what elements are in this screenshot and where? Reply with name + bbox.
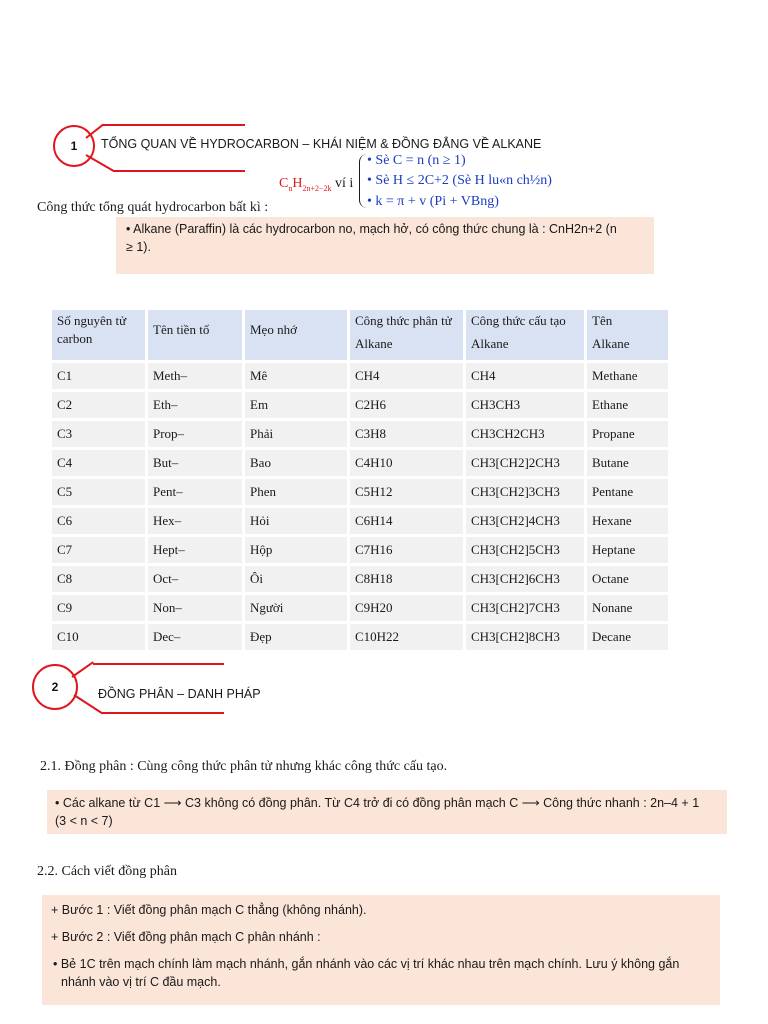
alkane-homolog-table (49, 307, 671, 653)
table-cell: C9H20 (350, 595, 463, 621)
table-cell: Dec– (148, 624, 242, 650)
section-1-lower-decor-line (86, 154, 115, 172)
isomer-step-2: + Bước 2 : Viết đồng phân mạch C phân nhánh : (51, 930, 321, 944)
table-cell: CH3[CH2]6CH3 (466, 566, 584, 592)
table-cell: Em (245, 392, 347, 418)
formula-condition-k: • k = π + v (Pi + VBng) (367, 194, 499, 209)
table-cell: Prop– (148, 421, 242, 447)
table-cell: C3 (52, 421, 145, 447)
header-alkane-name: Tên Alkane (587, 310, 668, 360)
header-molecular-formula: Công thức phân tử Alkane (350, 310, 463, 360)
table-row (52, 421, 668, 447)
table-row (52, 595, 668, 621)
section-2-title: ĐỒNG PHÂN – DANH PHÁP (98, 687, 261, 701)
table-row (52, 363, 668, 389)
table-cell: Ôi (245, 566, 347, 592)
table-cell: C5 (52, 479, 145, 505)
table-cell: C1 (52, 363, 145, 389)
table-cell: Butane (587, 450, 668, 476)
header-carbon-count: Số nguyên tử carbon (52, 310, 145, 360)
table-cell: Hộp (245, 537, 347, 563)
general-formula: $C_nH_{2n+2-2k}$ ví i (279, 176, 354, 193)
isomer-step-2-bullet-line-2: nhánh vào vị trí C đầu mạch. (61, 975, 221, 989)
alkane-definition-line-1: • Alkane (Paraffin) là các hydrocarbon no, mạch hở, có công thức chung là : CnH2n+2 (n (126, 222, 617, 236)
table-cell: Pent– (148, 479, 242, 505)
table-cell: Ethane (587, 392, 668, 418)
isomer-count-line-1: • Các alkane từ C1 ⟶ C3 không có đồng phân. Từ C4 trở đi có đồng phân mạch C ⟶ Công thức nhanh : 2n–4 + 1 (55, 796, 700, 810)
table-cell: C7H16 (350, 537, 463, 563)
table-cell: Người (245, 595, 347, 621)
subsection-2-1-title: 2.1. Đồng phân : Cùng công thức phân tử nhưng khác công thức cấu tạo. (40, 759, 448, 774)
isomer-step-2-bullet-line-1: • Bẻ 1C trên mạch chính làm mạch nhánh, gắn nhánh vào các vị trí khác nhau trên mạch chính. Lưu ý không gắn (53, 957, 680, 971)
table-cell: Hept– (148, 537, 242, 563)
table-cell: CH3[CH2]5CH3 (466, 537, 584, 563)
table-cell: C10 (52, 624, 145, 650)
section-1-number: 1 (70, 139, 78, 153)
formula-condition-hydrogen: • Sè H ≤ 2C+2 (Sè H lu«n ch½n) (367, 173, 552, 188)
table-cell: C10H22 (350, 624, 463, 650)
table-cell: CH3[CH2]2CH3 (466, 450, 584, 476)
table-cell: CH4 (350, 363, 463, 389)
section-2-bottom-rule (101, 712, 224, 714)
table-cell: Octane (587, 566, 668, 592)
table-cell: CH3[CH2]8CH3 (466, 624, 584, 650)
table-body (52, 363, 668, 650)
table-cell: Methane (587, 363, 668, 389)
table-cell: Non– (148, 595, 242, 621)
table-row (52, 479, 668, 505)
section-1-bottom-rule (113, 170, 245, 172)
table-cell: Nonane (587, 595, 668, 621)
header-structural-formula: Công thức cấu tạo Alkane (466, 310, 584, 360)
section-2-upper-decor-line (71, 661, 93, 678)
section-1-title: TỔNG QUAN VỀ HYDROCARBON – KHÁI NIỆM & ĐỒNG ĐẲNG VỀ ALKANE (101, 137, 542, 151)
table-cell: Heptane (587, 537, 668, 563)
section-2-top-rule (93, 663, 224, 665)
table-header-row (52, 310, 668, 360)
table-cell: C4 (52, 450, 145, 476)
alkane-definition-note (116, 217, 654, 274)
table-row (52, 566, 668, 592)
table-cell: C4H10 (350, 450, 463, 476)
table-cell: Pentane (587, 479, 668, 505)
table-row (52, 624, 668, 650)
table-row (52, 450, 668, 476)
table-cell: Meth– (148, 363, 242, 389)
table-cell: CH3[CH2]3CH3 (466, 479, 584, 505)
table-cell: Decane (587, 624, 668, 650)
table-cell: C2 (52, 392, 145, 418)
table-row (52, 508, 668, 534)
section-2-number: 2 (51, 680, 59, 694)
general-formula-label: Công thức tổng quát hydrocarbon bất kì : (37, 200, 269, 215)
table-cell: Mê (245, 363, 347, 389)
table-cell: Bao (245, 450, 347, 476)
table-cell: C3H8 (350, 421, 463, 447)
table-cell: Đẹp (245, 624, 347, 650)
table-cell: Eth– (148, 392, 242, 418)
table-cell: Propane (587, 421, 668, 447)
isomer-count-line-2: (3 < n < 7) (55, 814, 113, 828)
header-prefix: Tên tiền tố (148, 310, 242, 360)
header-mnemonic: Mẹo nhớ (245, 310, 347, 360)
subsection-2-2-title: 2.2. Cách viết đồng phân (37, 864, 177, 879)
table-cell: CH4 (466, 363, 584, 389)
table-cell: C8H18 (350, 566, 463, 592)
table-cell: CH3[CH2]4CH3 (466, 508, 584, 534)
section-2-number-badge (32, 664, 78, 710)
table-row (52, 537, 668, 563)
table-cell: Hexane (587, 508, 668, 534)
section-1-number-badge (53, 125, 95, 167)
table-cell: But– (148, 450, 242, 476)
alkane-definition-line-2: ≥ 1). (126, 240, 151, 254)
table-cell: C5H12 (350, 479, 463, 505)
table-cell: C9 (52, 595, 145, 621)
table-row (52, 392, 668, 418)
table-cell: Hex– (148, 508, 242, 534)
table-cell: C7 (52, 537, 145, 563)
formula-condition-carbon: • Sè C = n (n ≥ 1) (367, 153, 466, 168)
isomer-step-1: + Bước 1 : Viết đồng phân mạch C thẳng (không nhánh). (51, 903, 367, 917)
table-cell: CH3[CH2]7CH3 (466, 595, 584, 621)
table-cell: C6 (52, 508, 145, 534)
table-cell: Hỏi (245, 508, 347, 534)
table-cell: CH3CH3 (466, 392, 584, 418)
table-cell: CH3CH2CH3 (466, 421, 584, 447)
isomer-writing-steps-note (42, 895, 720, 1005)
table-cell: C8 (52, 566, 145, 592)
table-cell: C6H14 (350, 508, 463, 534)
table-cell: Phải (245, 421, 347, 447)
section-1-top-rule (103, 124, 245, 126)
isomer-count-note (47, 790, 727, 834)
table-cell: Phen (245, 479, 347, 505)
table-cell: Oct– (148, 566, 242, 592)
table-cell: C2H6 (350, 392, 463, 418)
